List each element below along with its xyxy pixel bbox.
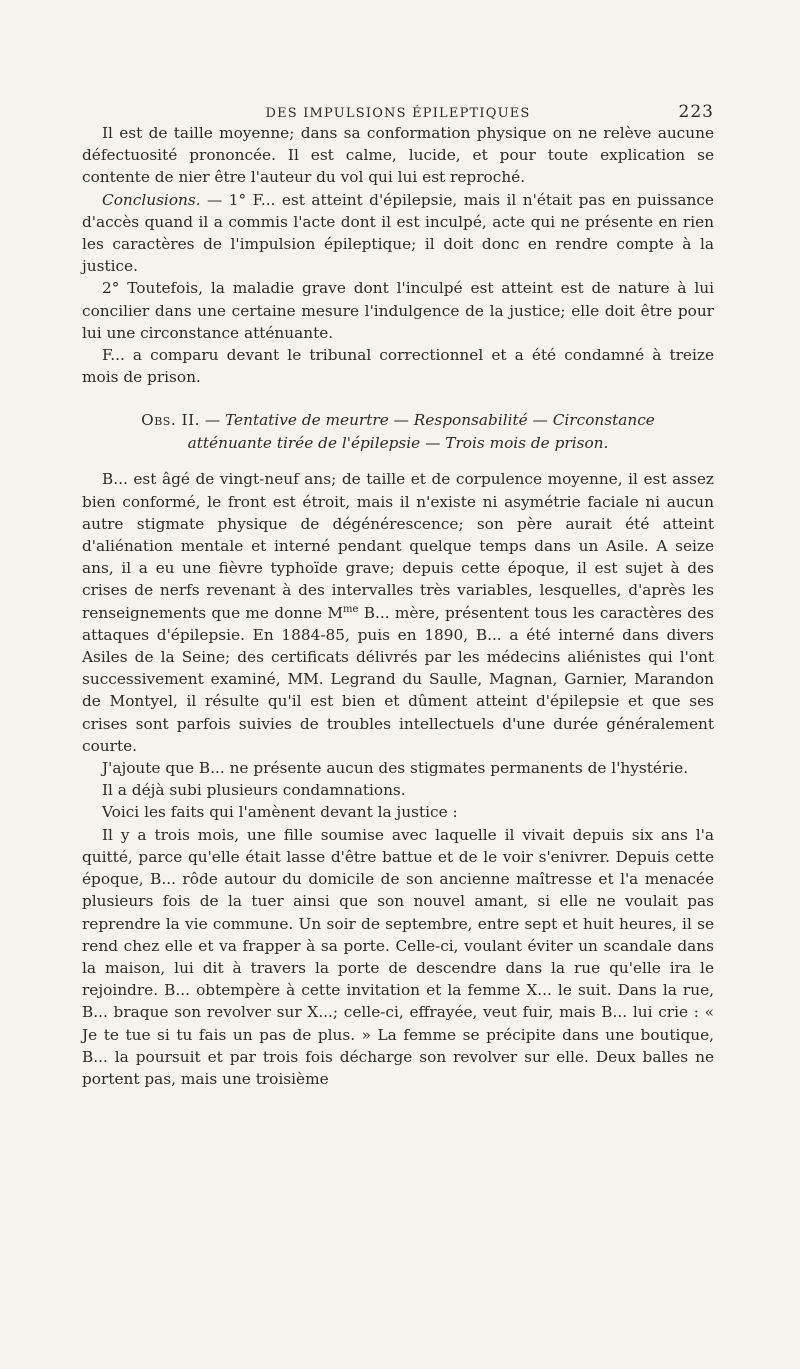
paragraph-facts: Il y a trois mois, une fille soumise avec laquelle il vivait depuis six ans l'a quitté, parce qu'elle était lasse d'être battue et de le voir s'enivrer. Depuis cette époque, B... rôde autour du domicile de son ancienne maîtresse et l'a menacée plusieurs fois de la tuer ainsi que son nouvel amant, si elle ne voulait pas reprendre la vie commune. Un soir de septembre, entre sept et huit heures, il se rend chez elle et va frapper à sa porte. Celle-ci, voulant éviter un scandale dans la maison, lui dit à travers la porte de descendre dans la rue qu'elle ira le rejoindre. B... obtempère à cette invitation et la femme X... le suit. Dans la rue, B... braque son revolver sur X...; celle-ci, effrayée, veut fuir, mais B... lui crie : « Je te tue si tu fais un pas de plus. » La femme se précipite dans une boutique, B... la poursuit et par trois fois décharge son revolver sur elle. Deux balles ne portent pas, mais une troisième — [82, 825, 714, 1088]
paragraph-convictions: Il a déjà subi plusieurs condamnations. — [102, 781, 406, 800]
conclusions-label: Conclusions. — [102, 190, 201, 209]
paragraph-facts-intro: Voici les faits qui l'amènent devant la justice : — [102, 803, 458, 822]
observation-title-line1: — Tentative de meurtre — Responsabilité — Circonstance — [204, 411, 655, 430]
observation-label: Obs. II. — [141, 411, 200, 430]
book-page — [82, 96, 714, 1090]
page-number: 223 — [678, 102, 714, 122]
page-header — [82, 96, 714, 122]
case-history-text-2: B... mère, présentent tous les caractères des attaques d'épilepsie. En 1884-85, puis en 1890, B... a été interné dans divers Asiles de la Seine; des certificats délivrés par les médecins aliénistes qui l'ont successivement examiné, MM. Legrand du Saulle, Magnan, Garnier, Marandon de Montyel, il résulte qu'il est bien et dûment atteint d'épilepsie et que ses crises sont parfois suivies de troubles intellectuels d'une durée généralement courte. — [82, 603, 714, 755]
mme-base: M — [327, 603, 344, 622]
paragraph-conclusions-1 — [82, 189, 714, 278]
mme-abbrev — [327, 604, 358, 622]
conclusions-text: — 1° F... est atteint d'épilepsie, mais il n'était pas en puissance d'accès quand il a commis l'acte dont il est inculpé, acte qui ne présente en rien les caractères de l'impulsion épileptique; il doit donc en rendre compte à la justice. — [82, 190, 714, 276]
observation-title-line2: atténuante tirée de l'épilepsie — Trois mois de prison. — [187, 433, 609, 452]
mme-sup: me — [343, 603, 359, 615]
paragraph-conclusions-2: 2° Toutefois, la maladie grave dont l'inculpé est atteint est de nature à lui concilier dans une certaine mesure l'indulgence de la justice; elle doit être pour lui une circonstance atténuante. — [82, 279, 714, 342]
section-gap — [82, 388, 714, 409]
running-title: DES IMPULSIONS ÉPILEPTIQUES — [265, 106, 531, 121]
paragraph-verdict: F... a comparu devant le tribunal correctionnel et a été condamné à treize mois de prison. — [82, 346, 714, 387]
paragraph-case-history — [82, 468, 714, 757]
paragraph-description: Il est de taille moyenne; dans sa conformation physique on ne relève aucune défectuosité prononcée. Il est calme, lucide, et pour toute explication se contente de nier être l'auteur du vol qui lui est reproché. — [82, 124, 714, 187]
section-gap — [82, 454, 714, 468]
paragraph-hysteria: J'ajoute que B... ne présente aucun des stigmates permanents de l'hystérie. — [102, 759, 689, 778]
observation-heading — [82, 409, 714, 454]
case-history-text-1: B... est âgé de vingt-neuf ans; de taille et de corpulence moyenne, il est assez bien conformé, le front est étroit, mais il n'existe ni asymétrie faciale ni aucun autre stigmate physique de dégénérescence; son père aurait été atteint d'aliénation mentale et interné pendant quelque temps dans un Asile. A seize ans, il a eu une fièvre typhoïde grave; depuis cette époque, il est sujet à des crises de nerfs revenant à des intervalles très variables, lesquelles, d'après les renseignements que me donne — [82, 470, 714, 622]
